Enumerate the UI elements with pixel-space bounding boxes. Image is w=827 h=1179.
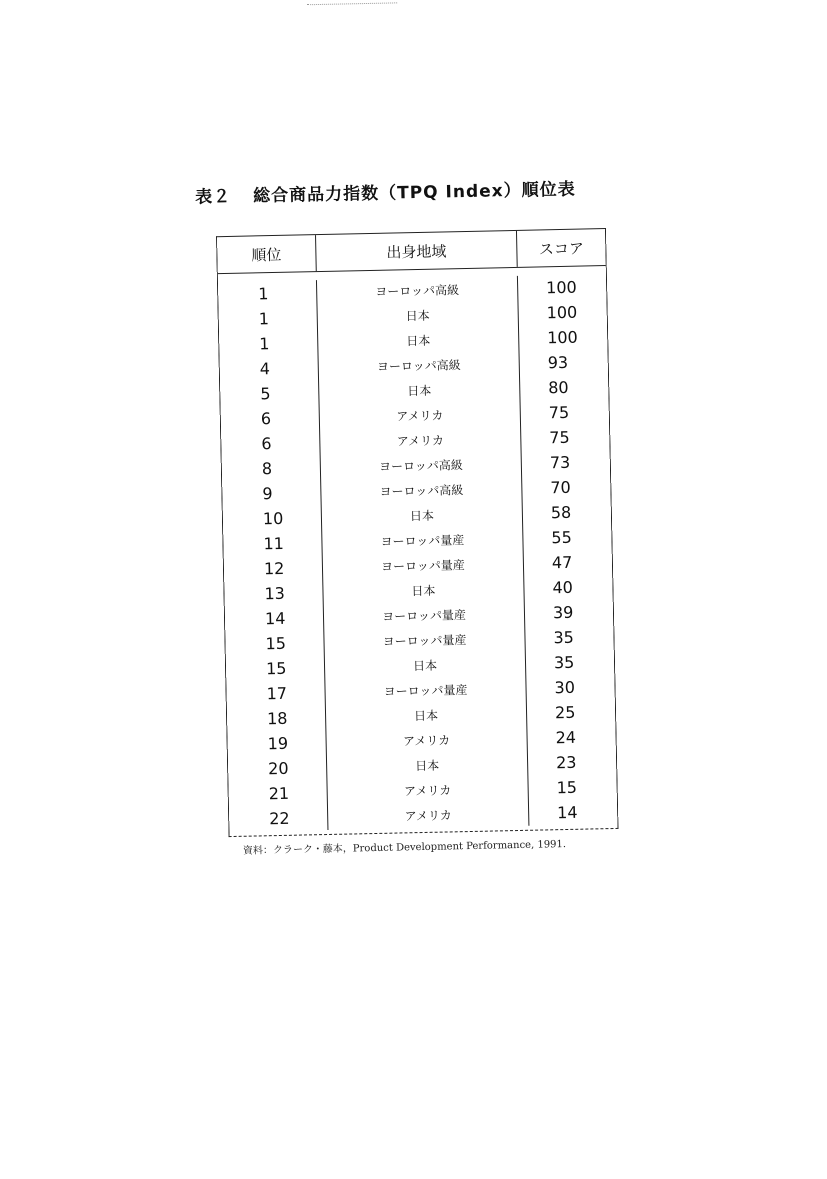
cell-score: 39 — [552, 602, 574, 623]
cell-score: 25 — [554, 702, 576, 723]
source-note: 資料：クラーク・藤本，Product Development Performance, 1991. — [242, 839, 567, 857]
cell-rank: 1 — [259, 334, 270, 354]
header-origin: 出身地域 — [315, 231, 518, 271]
cell-score: 35 — [553, 627, 575, 648]
cell-rank: 15 — [265, 633, 287, 654]
cell-rank: 21 — [268, 783, 290, 804]
cell-score: 14 — [556, 802, 578, 823]
cell-origin: アメリカ — [402, 733, 451, 749]
table-number: 表２ — [194, 186, 232, 208]
cell-score: 73 — [549, 452, 571, 473]
cell-origin: アメリカ — [396, 433, 445, 449]
cell-origin: 日本 — [406, 333, 431, 349]
cell-rank: 15 — [265, 658, 287, 679]
cell-rank: 12 — [263, 558, 285, 579]
cell-origin: 日本 — [414, 758, 440, 774]
cell-score: 93 — [547, 352, 569, 373]
cell-origin: 日本 — [412, 658, 438, 674]
cell-score: 58 — [550, 502, 572, 523]
table-body — [218, 266, 618, 836]
ranking-table — [216, 228, 619, 837]
origin-column — [316, 276, 529, 830]
cell-score: 75 — [548, 402, 570, 423]
cell-score: 100 — [545, 277, 577, 298]
cell-rank: 20 — [267, 758, 289, 779]
cell-rank: 22 — [269, 808, 290, 829]
cell-rank: 14 — [264, 608, 286, 629]
cell-origin: ヨーロッパ量産 — [380, 533, 465, 549]
cell-score: 15 — [556, 777, 578, 798]
cell-origin: 日本 — [409, 508, 435, 524]
cell-rank: 10 — [262, 508, 284, 529]
score-column — [518, 274, 617, 826]
cell-origin: 日本 — [411, 583, 436, 599]
cell-score: 80 — [548, 377, 569, 398]
cell-score: 40 — [552, 577, 574, 598]
cell-score: 100 — [547, 327, 578, 348]
cell-rank: 19 — [267, 733, 289, 754]
cell-rank: 13 — [264, 583, 286, 604]
rank-column — [218, 280, 327, 832]
header-rank: 順位 — [251, 245, 282, 264]
cell-rank: 8 — [261, 459, 273, 479]
cell-origin: アメリカ — [403, 783, 452, 799]
cell-score: 70 — [550, 477, 571, 498]
table-title-text: 総合商品力指数（TPQ Index）順位表 — [252, 179, 576, 207]
table-title — [195, 175, 576, 208]
cell-origin: ヨーロッパ高級 — [375, 283, 460, 299]
cell-origin: アメリカ — [396, 408, 444, 424]
cell-rank: 11 — [263, 533, 285, 554]
cell-rank: 1 — [258, 309, 270, 329]
cell-rank: 5 — [260, 384, 271, 404]
cell-origin: ヨーロッパ高級 — [376, 358, 461, 374]
cell-origin: 日本 — [405, 308, 430, 324]
cell-rank: 9 — [262, 484, 273, 504]
cell-origin: 日本 — [413, 708, 439, 724]
cell-score: 75 — [549, 427, 570, 448]
cell-origin: ヨーロッパ高級 — [378, 458, 463, 474]
cell-rank: 17 — [266, 683, 288, 704]
cell-score: 23 — [555, 752, 577, 773]
header-score: スコア — [538, 239, 585, 258]
cell-origin: ヨーロッパ量産 — [382, 633, 467, 649]
cell-rank: 6 — [261, 434, 272, 454]
cell-score: 55 — [551, 527, 572, 548]
cell-origin: ヨーロッパ高級 — [379, 483, 464, 499]
cell-rank: 1 — [258, 284, 269, 304]
cell-score: 24 — [555, 727, 577, 748]
cell-score: 47 — [551, 552, 573, 573]
cell-rank: 4 — [259, 359, 271, 379]
cell-rank: 18 — [266, 708, 288, 729]
cell-origin: ヨーロッパ量産 — [380, 558, 465, 574]
cell-origin: ヨーロッパ量産 — [383, 683, 468, 699]
cell-origin: 日本 — [407, 383, 432, 399]
cell-origin: アメリカ — [404, 808, 452, 824]
cell-rank: 6 — [260, 409, 272, 429]
cell-score: 35 — [553, 652, 575, 673]
cell-score: 30 — [554, 677, 576, 698]
cell-origin: ヨーロッパ量産 — [381, 608, 467, 624]
scan-artifact — [307, 2, 397, 7]
cell-score: 100 — [546, 302, 578, 323]
